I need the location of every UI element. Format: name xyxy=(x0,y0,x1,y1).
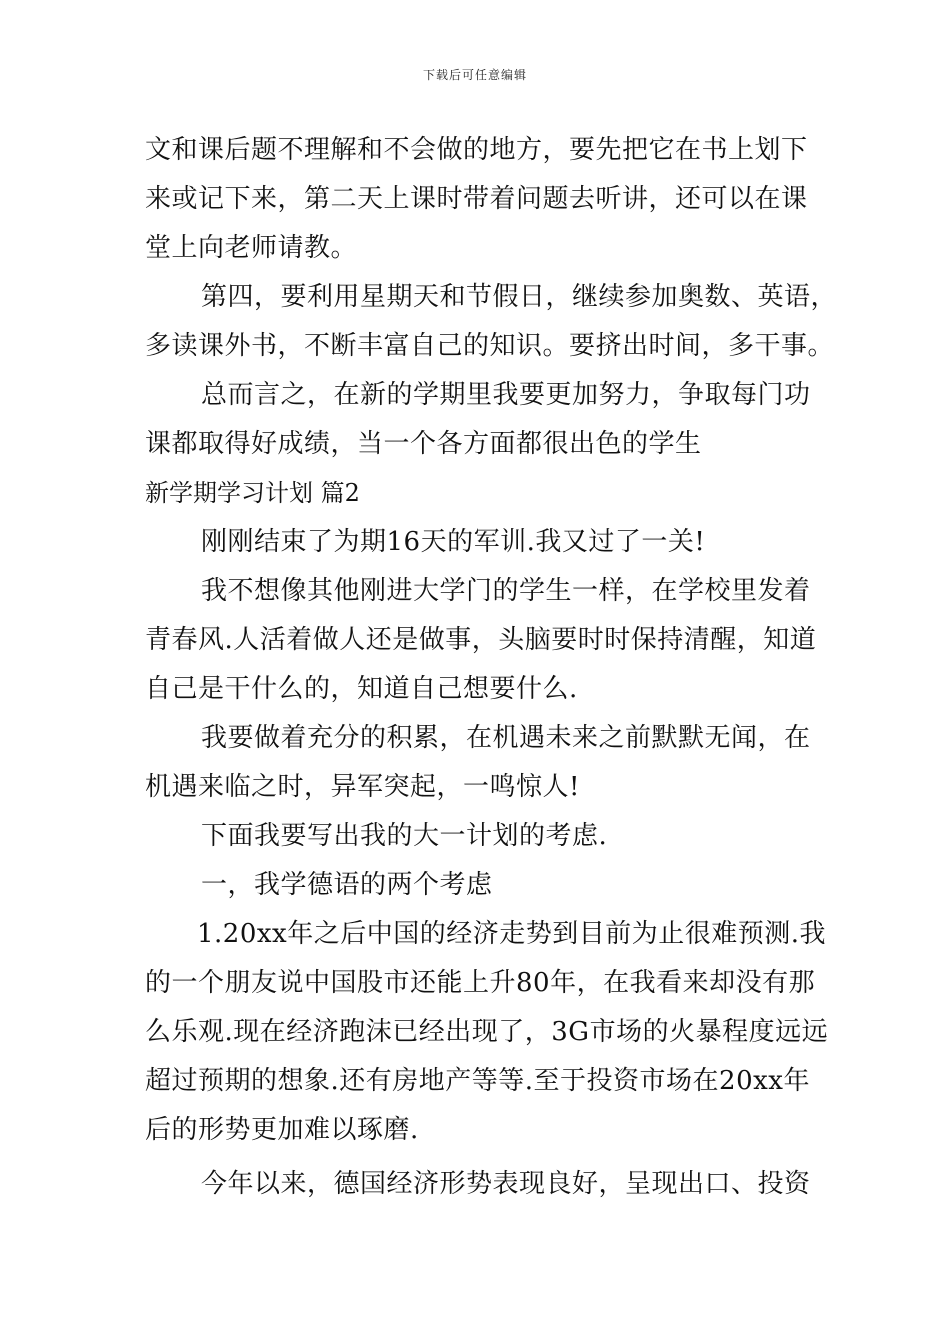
paragraph-line: 一，我学德语的两个考虑 xyxy=(201,870,493,900)
paragraph-line: 青春风.人活着做人还是做事，头脑要时时保持清醒，知道 xyxy=(145,625,817,655)
paragraph-line: 文和课后题不理解和不会做的地方，要先把它在书上划下 xyxy=(145,135,808,165)
page-header: 下载后可任意编辑 xyxy=(422,68,527,82)
paragraph-line: 我不想像其他刚进大学门的学生一样，在学校里发着 xyxy=(201,576,811,606)
document-body xyxy=(145,126,838,1209)
paragraph-line: 第四，要利用星期天和节假日，继续参加奥数、英语， xyxy=(201,282,838,312)
paragraph-line: 后的形势更加难以琢磨. xyxy=(145,1115,419,1145)
paragraph-line: 下面我要写出我的大一计划的考虑. xyxy=(201,821,608,851)
paragraph-line: 1.20xx年之后中国的经济走势到目前为止很难预测.我 xyxy=(197,919,826,949)
paragraph-line: 我要做着充分的积累，在机遇未来之前默默无闻，在 xyxy=(201,723,811,753)
paragraph-line: 机遇来临之时，异军突起，一鸣惊人! xyxy=(145,772,580,802)
paragraph-line: 堂上向老师请教。 xyxy=(145,233,358,263)
paragraph-line: 来或记下来，第二天上课时带着问题去听讲，还可以在课 xyxy=(145,184,808,214)
paragraph-line: 多读课外书，不断丰富自己的知识。要挤出时间，多干事。 xyxy=(145,331,835,361)
paragraph-line: 的一个朋友说中国股市还能上升80年，在我看来却没有那 xyxy=(145,968,816,998)
paragraph-line: 超过预期的想象.还有房地产等等.至于投资市场在20xx年 xyxy=(145,1066,810,1096)
paragraph-line: 自己是干什么的，知道自己想要什么. xyxy=(145,674,578,704)
section-title: 新学期学习计划 篇2 xyxy=(145,479,360,507)
paragraph-line: 今年以来，德国经济形势表现良好，呈现出口、投资 xyxy=(201,1169,811,1199)
paragraph-line: 么乐观.现在经济跑沫已经出现了，3G市场的火暴程度远远 xyxy=(145,1017,829,1047)
paragraph-line: 课都取得好成绩，当一个各方面都很出色的学生 xyxy=(145,429,702,459)
paragraph-line: 刚刚结束了为期16天的军训.我又过了一关! xyxy=(201,527,706,557)
paragraph-line: 总而言之，在新的学期里我要更加努力，争取每门功 xyxy=(201,380,811,410)
